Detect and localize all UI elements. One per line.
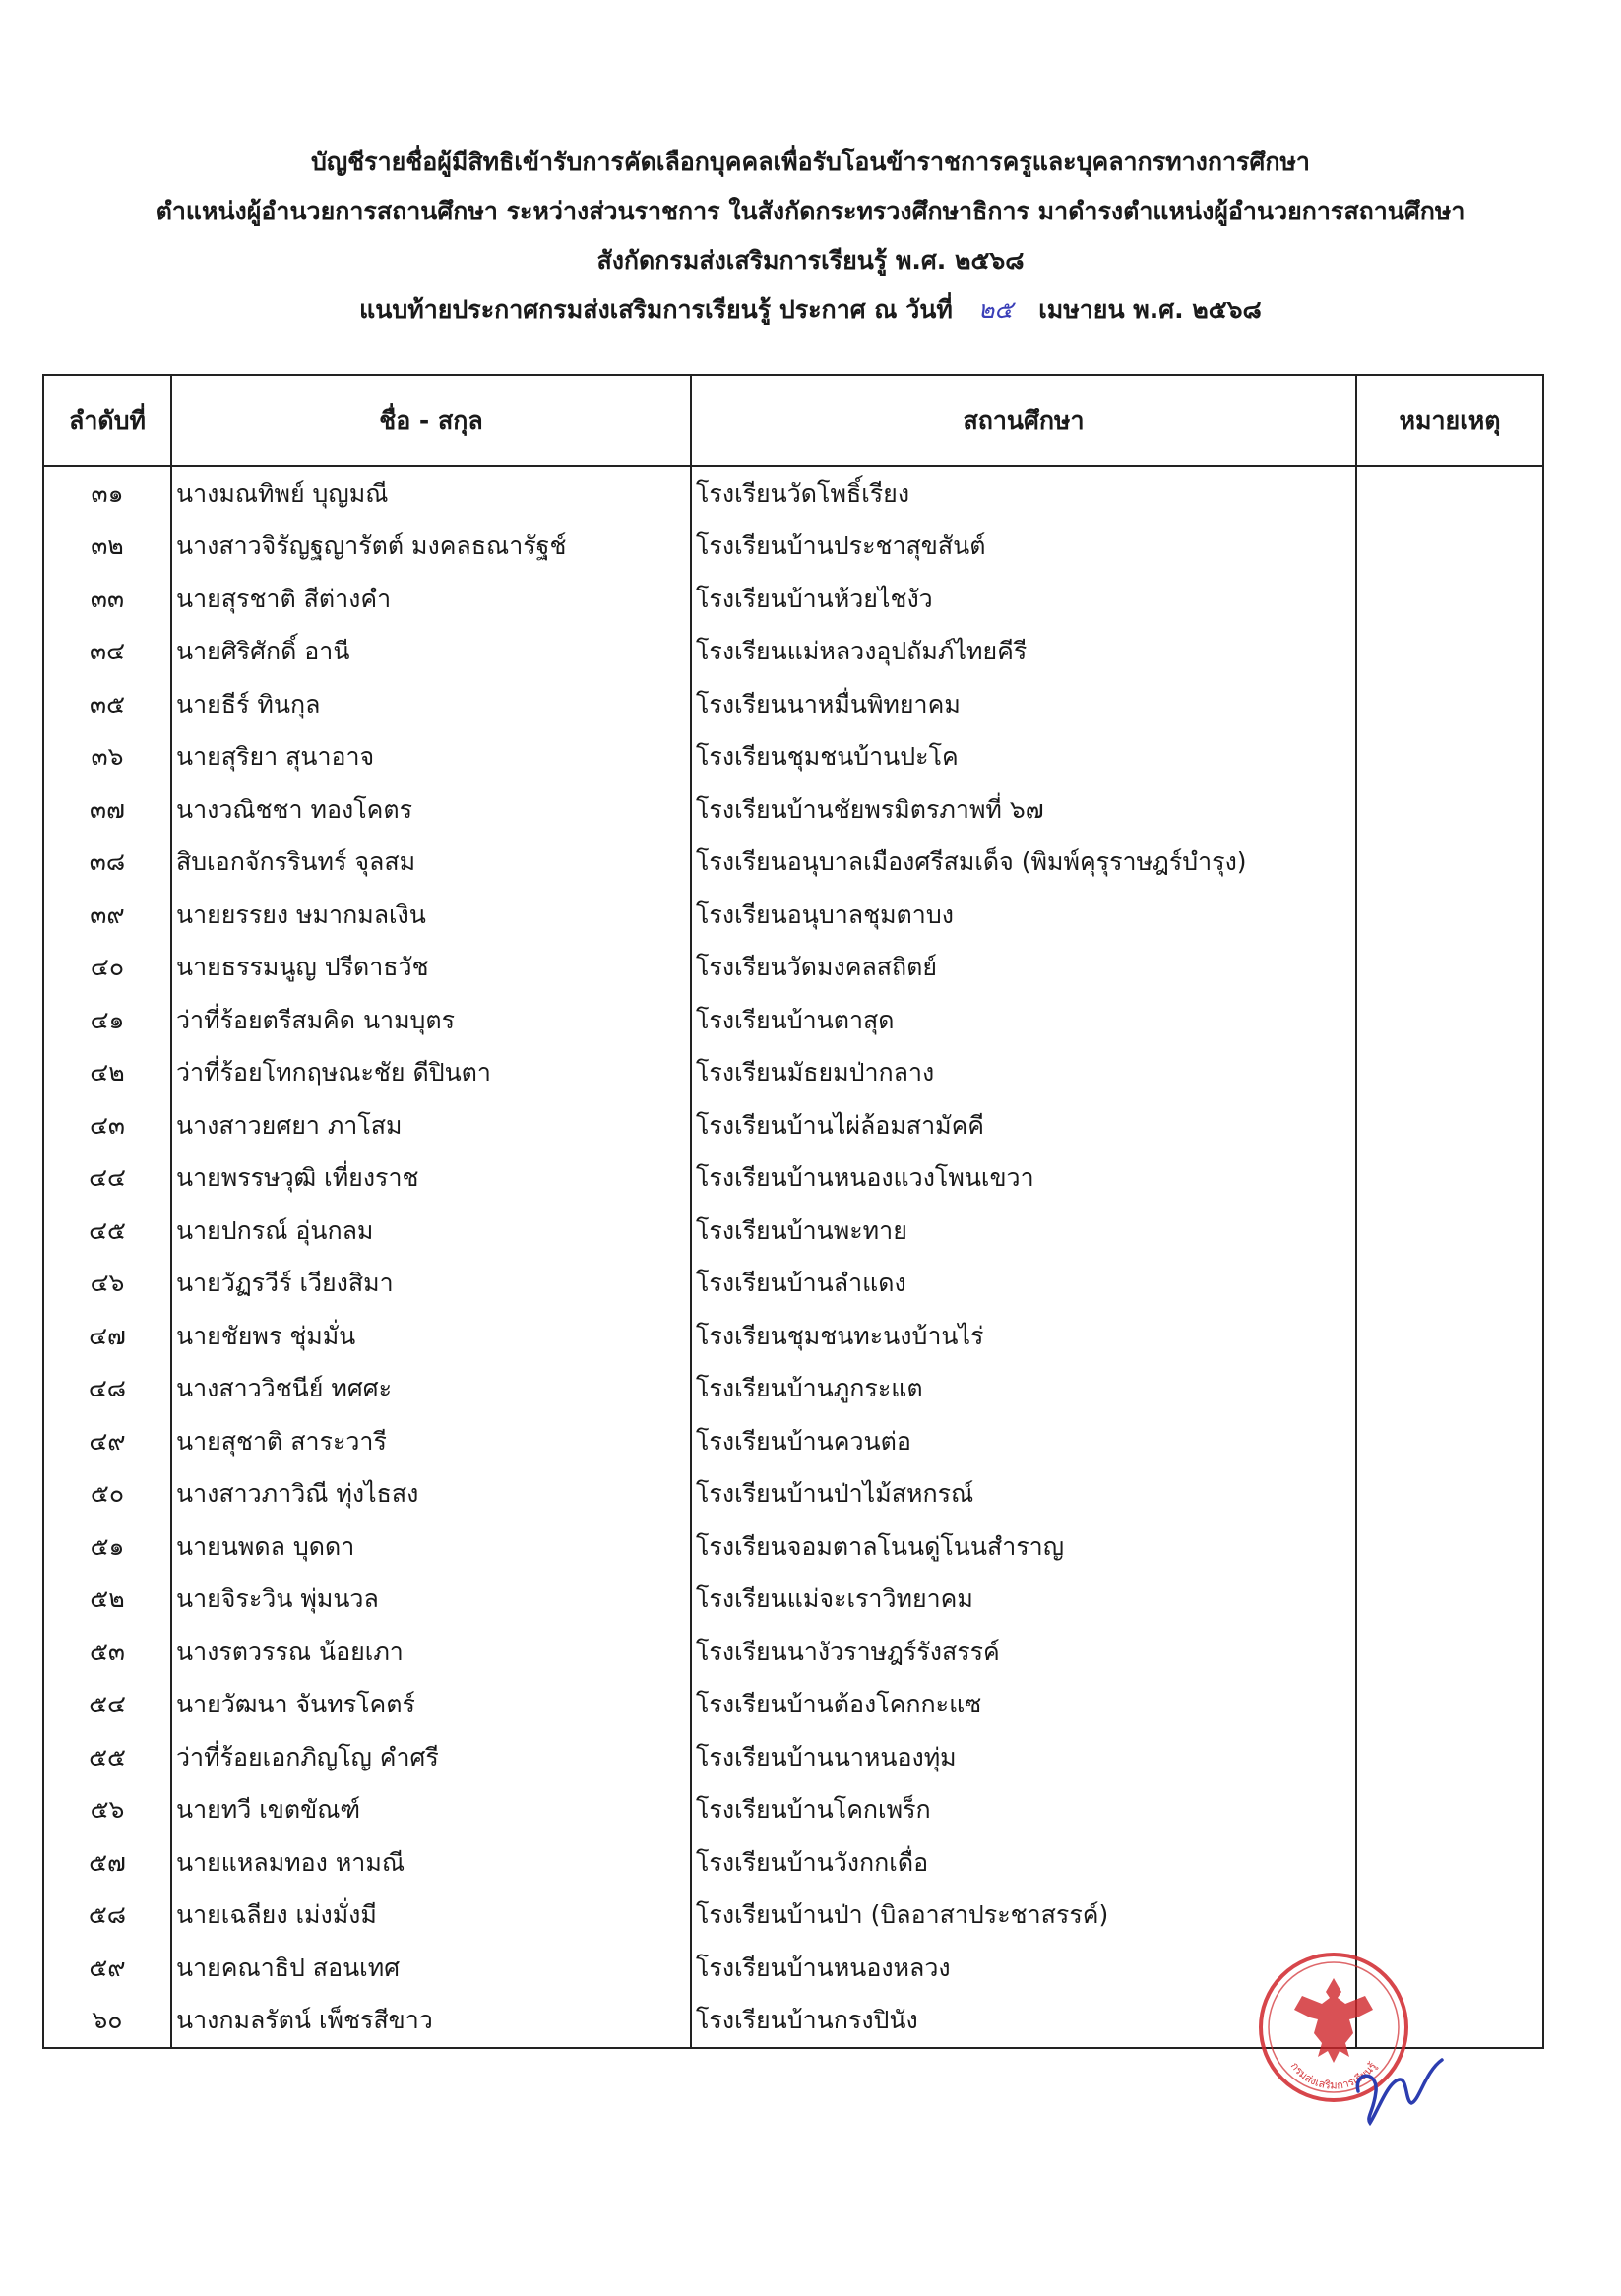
school-name: โรงเรียนบ้านควนต่อ (691, 1415, 1356, 1468)
full-name: นายธีร์ ทินกุล (171, 678, 691, 731)
table-row (43, 731, 1543, 784)
full-name: นายวัฏรวีร์ เวียงสิมา (171, 1258, 691, 1311)
column-header-school: สถานศึกษา (691, 375, 1356, 466)
school-name: โรงเรียนอนุบาลชุมตาบง (691, 889, 1356, 942)
row-number: ๕๕ (43, 1731, 171, 1784)
remark (1356, 731, 1543, 784)
full-name: นางสาวภาวิณี ทุ่งไธสง (171, 1468, 691, 1521)
remark (1356, 1152, 1543, 1206)
row-number: ๕๓ (43, 1626, 171, 1679)
table-row (43, 942, 1543, 995)
remark (1356, 1836, 1543, 1890)
row-number: ๓๕ (43, 678, 171, 731)
remark (1356, 1626, 1543, 1679)
full-name: นางวณิชชา ทองโคตร (171, 783, 691, 837)
row-number: ๓๓ (43, 573, 171, 626)
row-number: ๔๒ (43, 1047, 171, 1100)
school-name: โรงเรียนบ้านวังกกเดื่อ (691, 1836, 1356, 1890)
table-row (43, 1731, 1543, 1784)
table-row (43, 626, 1543, 679)
row-number: ๓๘ (43, 837, 171, 890)
remark (1356, 1099, 1543, 1152)
table-row (43, 1363, 1543, 1416)
remark (1356, 1205, 1543, 1258)
full-name: นายธรรมนูญ ปรีดาธวัช (171, 942, 691, 995)
row-number: ๕๐ (43, 1468, 171, 1521)
remark (1356, 521, 1543, 574)
table-row (43, 521, 1543, 574)
table-row (43, 1415, 1543, 1468)
full-name: ว่าที่ร้อยเอกภิญโญ คำศรี (171, 1731, 691, 1784)
school-name: โรงเรียนวัดโพธิ์เรียง (691, 466, 1356, 521)
table-header-row (43, 375, 1543, 466)
full-name: นายเฉลียง เม่งมั่งมี (171, 1890, 691, 1943)
row-number: ๓๒ (43, 521, 171, 574)
remark (1356, 942, 1543, 995)
table-body (43, 466, 1543, 2048)
table-row (43, 1152, 1543, 1206)
header-title-line-3: สังกัดกรมส่งเสริมการเรียนรู้ พ.ศ. ๒๕๖๘ (596, 246, 1025, 275)
table-row (43, 1047, 1543, 1100)
row-number: ๕๘ (43, 1890, 171, 1943)
remark (1356, 466, 1543, 521)
school-name: โรงเรียนแม่จะเราวิทยาคม (691, 1574, 1356, 1627)
table-row (43, 678, 1543, 731)
remark (1356, 678, 1543, 731)
row-number: ๓๑ (43, 466, 171, 521)
row-number: ๕๙ (43, 1942, 171, 1995)
full-name: ว่าที่ร้อยตรีสมคิด นามบุตร (171, 994, 691, 1047)
remark (1356, 837, 1543, 890)
school-name: โรงเรียนบ้านชัยพรมิตรภาพที่ ๖๗ (691, 783, 1356, 837)
row-number: ๔๑ (43, 994, 171, 1047)
full-name: นายนพดล บุดดา (171, 1520, 691, 1574)
table-row (43, 1836, 1543, 1890)
table-row (43, 1205, 1543, 1258)
handwritten-day: ๒๕ (977, 295, 1014, 324)
school-name: โรงเรียนบ้านห้วยไชงัว (691, 573, 1356, 626)
school-name: โรงเรียนชุมชนบ้านปะโค (691, 731, 1356, 784)
full-name: นายสุริยา สุนาอาจ (171, 731, 691, 784)
full-name: นายชัยพร ชุ่มมั่น (171, 1310, 691, 1363)
table-row (43, 1784, 1543, 1837)
row-number: ๔๖ (43, 1258, 171, 1311)
full-name: นางกมลรัตน์ เพ็ชรสีขาว (171, 1995, 691, 2049)
full-name: นายศิริศักดิ์ อานี (171, 626, 691, 679)
remark (1356, 573, 1543, 626)
table-row (43, 1626, 1543, 1679)
school-name: โรงเรียนมัธยมป่ากลาง (691, 1047, 1356, 1100)
school-name: โรงเรียนวัดมงคลสถิตย์ (691, 942, 1356, 995)
school-name: โรงเรียนบ้านโคกเพร็ก (691, 1784, 1356, 1837)
row-number: ๔๘ (43, 1363, 171, 1416)
school-name: โรงเรียนบ้านป่าไม้สหกรณ์ (691, 1468, 1356, 1521)
row-number: ๓๖ (43, 731, 171, 784)
remark (1356, 889, 1543, 942)
table-row (43, 837, 1543, 890)
remark (1356, 1363, 1543, 1416)
table-row (43, 1258, 1543, 1311)
candidate-table (42, 374, 1544, 2049)
row-number: ๔๐ (43, 942, 171, 995)
table-row (43, 1574, 1543, 1627)
remark (1356, 1520, 1543, 1574)
full-name: นายสุชาติ สาระวารี (171, 1415, 691, 1468)
full-name: นายแหลมทอง หามณี (171, 1836, 691, 1890)
full-name: นางสาววิชนีย์ ทศศะ (171, 1363, 691, 1416)
table-row (43, 1520, 1543, 1574)
remark (1356, 626, 1543, 679)
remark (1356, 1890, 1543, 1943)
table-row (43, 994, 1543, 1047)
full-name: นายพรรษวุฒิ เที่ยงราช (171, 1152, 691, 1206)
header-title-line-2: ตำแหน่งผู้อำนวยการสถานศึกษา ระหว่างส่วนราชการ ในสังกัดกระทรวงศึกษาธิการ มาดำรงตำแหน่งผู้อำนวยการสถานศึกษา (156, 197, 1465, 225)
school-name: โรงเรียนบ้านตาสุด (691, 994, 1356, 1047)
signature-mark (1348, 2052, 1457, 2131)
remark (1356, 1310, 1543, 1363)
school-name: โรงเรียนนางัวราษฎร์รังสรรค์ (691, 1626, 1356, 1679)
row-number: ๓๔ (43, 626, 171, 679)
school-name: โรงเรียนอนุบาลเมืองศรีสมเด็จ (พิมพ์คุรุราษฎร์บำรุง) (691, 837, 1356, 890)
row-number: ๔๕ (43, 1205, 171, 1258)
row-number: ๖๐ (43, 1995, 171, 2049)
table-row (43, 1679, 1543, 1732)
remark (1356, 1415, 1543, 1468)
school-name: โรงเรียนชุมชนทะนงบ้านไร่ (691, 1310, 1356, 1363)
school-name: โรงเรียนจอมตาลโนนดู่โนนสำราญ (691, 1520, 1356, 1574)
full-name: นางมณทิพย์ บุญมณี (171, 466, 691, 521)
school-name: โรงเรียนบ้านต้องโคกกะแซ (691, 1679, 1356, 1732)
remark (1356, 1258, 1543, 1311)
school-name: โรงเรียนบ้านนาหนองทุ่ม (691, 1731, 1356, 1784)
column-header-order: ลำดับที่ (43, 375, 171, 466)
full-name: นางสาวจิรัญฐญารัตต์ มงคลธณารัฐช์ (171, 521, 691, 574)
row-number: ๔๗ (43, 1310, 171, 1363)
table-row (43, 1099, 1543, 1152)
remark (1356, 1574, 1543, 1627)
announcement-date-prefix: แนบท้ายประกาศกรมส่งเสริมการเรียนรู้ ประกาศ ณ วันที่ (359, 295, 953, 324)
school-name: โรงเรียนบ้านลำแดง (691, 1258, 1356, 1311)
school-name: โรงเรียนบ้านภูกระแต (691, 1363, 1356, 1416)
row-number: ๕๔ (43, 1679, 171, 1732)
remark (1356, 783, 1543, 837)
row-number: ๕๒ (43, 1574, 171, 1627)
school-name: โรงเรียนบ้านกรงปินัง (691, 1995, 1356, 2049)
header-title-line-4 (0, 285, 1621, 335)
row-number: ๔๔ (43, 1152, 171, 1206)
school-name: โรงเรียนแม่หลวงอุปถัมภ์ไทยคีรี (691, 626, 1356, 679)
full-name: นายจิระวิน พุ่มนวล (171, 1574, 691, 1627)
full-name: นางรตวรรณ น้อยเภา (171, 1626, 691, 1679)
row-number: ๕๗ (43, 1836, 171, 1890)
school-name: โรงเรียนบ้านพะทาย (691, 1205, 1356, 1258)
row-number: ๕๖ (43, 1784, 171, 1837)
school-name: โรงเรียนบ้านประชาสุขสันต์ (691, 521, 1356, 574)
row-number: ๓๗ (43, 783, 171, 837)
header-title-line-1: บัญชีรายชื่อผู้มีสิทธิเข้ารับการคัดเลือกบุคคลเพื่อรับโอนข้าราชการครูและบุคลากรทางการศึกษา (311, 148, 1310, 176)
remark (1356, 994, 1543, 1047)
full-name: สิบเอกจักรรินทร์ จุลสม (171, 837, 691, 890)
row-number: ๕๑ (43, 1520, 171, 1574)
full-name: นายสุรชาติ สีต่างคำ (171, 573, 691, 626)
row-number: ๔๓ (43, 1099, 171, 1152)
full-name: นายคณาธิป สอนเทศ (171, 1942, 691, 1995)
school-name: โรงเรียนบ้านไผ่ล้อมสามัคคี (691, 1099, 1356, 1152)
table-row (43, 783, 1543, 837)
full-name: นางสาวยศยา ภาโสม (171, 1099, 691, 1152)
remark (1356, 1784, 1543, 1837)
school-name: โรงเรียนบ้านหนองหลวง (691, 1942, 1356, 1995)
table-row (43, 1890, 1543, 1943)
seal-text: กรมส่งเสริมการเรียนรู้ (1287, 2059, 1380, 2092)
school-name: โรงเรียนบ้านหนองแวงโพนเขวา (691, 1152, 1356, 1206)
table-row (43, 1468, 1543, 1521)
table-row (43, 889, 1543, 942)
full-name: ว่าที่ร้อยโทกฤษณะชัย ดีปินตา (171, 1047, 691, 1100)
school-name: โรงเรียนบ้านป่า (บิลอาสาประชาสรรค์) (691, 1890, 1356, 1943)
remark (1356, 1731, 1543, 1784)
document-header (0, 138, 1621, 335)
full-name: นายวัฒนา จันทรโคตร์ (171, 1679, 691, 1732)
table-row (43, 466, 1543, 521)
school-name: โรงเรียนนาหมื่นพิทยาคม (691, 678, 1356, 731)
row-number: ๓๙ (43, 889, 171, 942)
column-header-name: ชื่อ - สกุล (171, 375, 691, 466)
remark (1356, 1047, 1543, 1100)
announcement-date-suffix: เมษายน พ.ศ. ๒๕๖๘ (1038, 295, 1262, 324)
table-row (43, 573, 1543, 626)
full-name: นายยรรยง ษมากมลเงิน (171, 889, 691, 942)
row-number: ๔๙ (43, 1415, 171, 1468)
column-header-remark: หมายเหตุ (1356, 375, 1543, 466)
full-name: นายปกรณ์ อุ่นกลม (171, 1205, 691, 1258)
full-name: นายทวี เขตขัณฑ์ (171, 1784, 691, 1837)
remark (1356, 1679, 1543, 1732)
remark (1356, 1468, 1543, 1521)
table-row (43, 1310, 1543, 1363)
